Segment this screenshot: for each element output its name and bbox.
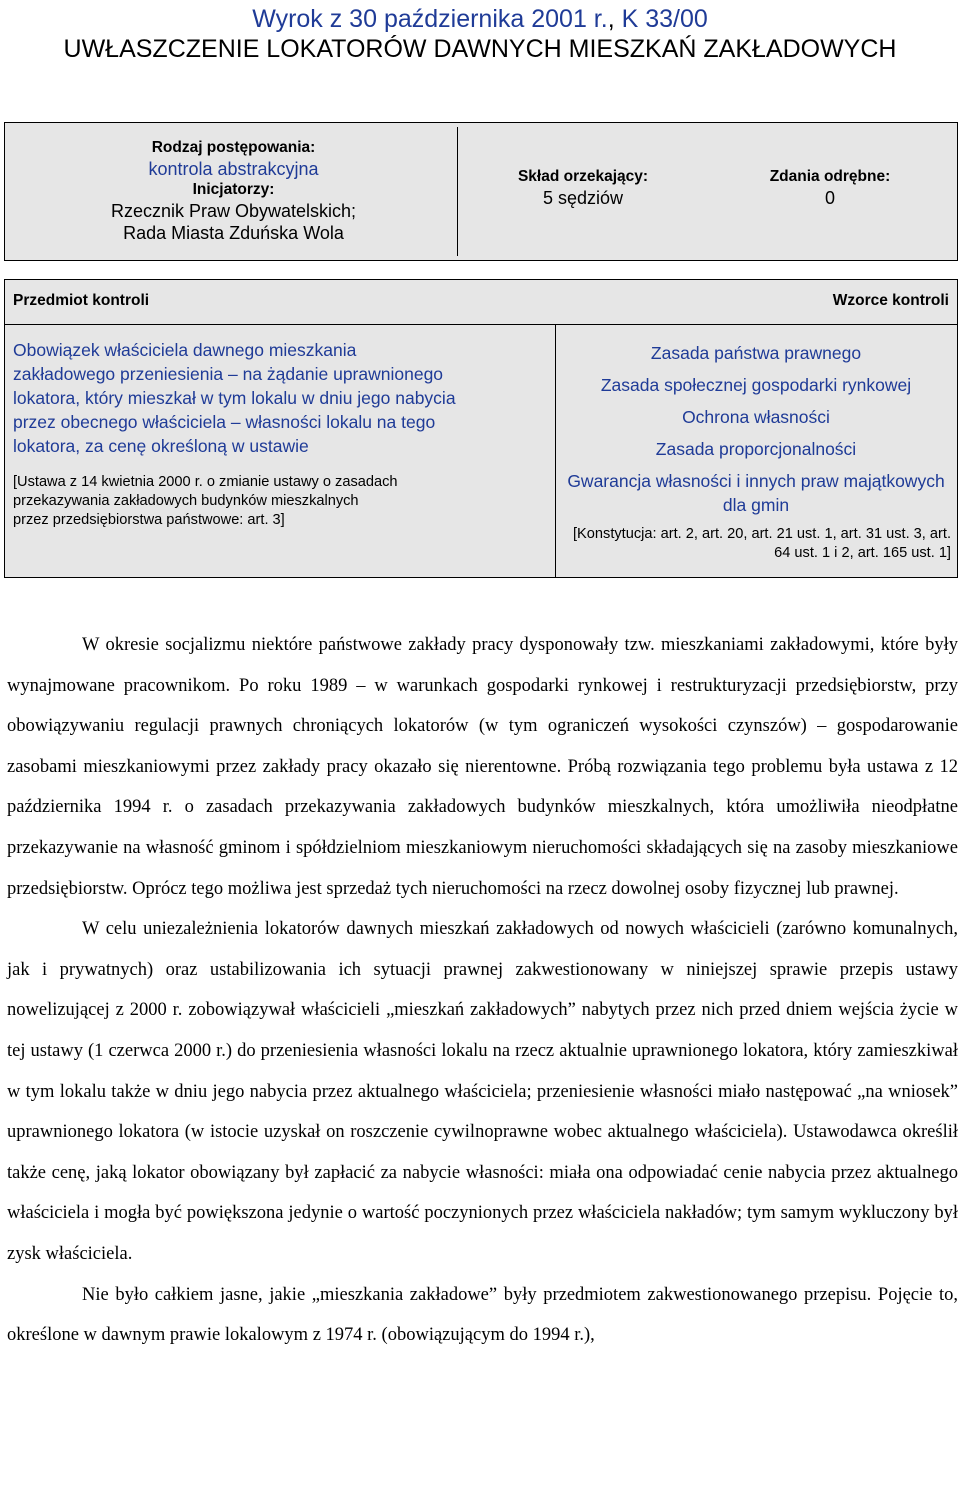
initiator-ombudsman: Rzecznik Praw Obywatelskich; bbox=[110, 201, 357, 221]
pattern-item: Ochrona własności bbox=[682, 407, 830, 427]
bench-value: 5 sędziów bbox=[542, 188, 624, 208]
reference-line: przekazywania zakładowych budynków mieszkalnych bbox=[13, 493, 359, 509]
bench-info bbox=[463, 167, 703, 209]
reference-line: przez przedsiębiorstwa państwowe: art. 3] bbox=[13, 512, 285, 528]
dissent-label: Zdania odrębne: bbox=[769, 168, 891, 185]
body-paragraph: W celu uniezależnienia lokatorów dawnych mieszkań zakładowych od nowych właścicieli (zarówno komunalnych, jak i prywatnych) oraz ustabilizowania ich sytuacji prawnej zakwestionowany w niniejszej sprawie przepis ustawy nowelizującej z 2000 r. zobowiązywał właścicieli „mieszkań zakładowych” nabytych przez nich przed dniem wejścia życie w tej ustawy (1 czerwca 2000 r.) do przeniesienia własności lokalu na rzecz aktualnie uprawnionego lokatora, który zamieszkiwał w tym lokalu także w dniu jego nabycia przez aktualnego właściciela; przeniesienie własności miało następować „na wniosek” uprawnionego lokatora (w istocie uzyskał on roszczenie cywilnoprawne wobec aktualnego właściciela). Ustawodawca określił także cenę, jaką lokator obowiązany był zapłacić za nabycie własności: miała ona odpowiadać cenie nabycia przez aktualnego właściciela i mogła być powiększona jedynie o wartość poczynionych przez właściciela nakładów; tym samym wykluczony był zysk właściciela. bbox=[7, 919, 958, 1264]
reference-line: [Ustawa z 14 kwietnia 2000 r. o zmianie ustawy o zasadach bbox=[13, 474, 398, 490]
document-date-line bbox=[0, 4, 960, 34]
subject-of-control-label: Przedmiot kontroli bbox=[13, 292, 150, 309]
body-paragraph: Nie było całkiem jasne, jakie „mieszkania zakładowe” były przedmiotem zakwestionowanego przepisu. Pojęcie to, określone w dawnym prawie lokalowym z 1974 r. (obowiązującym do 1994 r.), bbox=[7, 1284, 958, 1346]
subject-of-control-text bbox=[13, 338, 548, 458]
subject-line: lokatora, który mieszkał w tym lokalu w dniu jego nabycia bbox=[13, 388, 456, 408]
date-separator: , bbox=[607, 5, 622, 33]
control-patterns-label: Wzorce kontroli bbox=[832, 292, 949, 309]
document-title: UWŁASZCZENIE LOKATORÓW DAWNYCH MIESZKAŃ ZAKŁADOWYCH bbox=[63, 35, 897, 63]
dissent-info bbox=[705, 167, 955, 209]
pattern-item: Gwarancja własności i innych praw majątkowych dla gmin bbox=[567, 471, 945, 515]
subject-line: lokatora, za cenę określoną w ustawie bbox=[13, 436, 309, 456]
dissent-value: 0 bbox=[824, 188, 835, 208]
pattern-item: Zasada państwa prawnego bbox=[650, 343, 862, 363]
control-header-row bbox=[5, 280, 957, 325]
initiators-label: Inicjatorzy: bbox=[192, 181, 275, 198]
control-box bbox=[4, 279, 958, 578]
subject-line: Obowiązek właściciela dawnego mieszkania bbox=[13, 340, 357, 360]
case-metadata-box bbox=[4, 122, 958, 261]
judgment-date: Wyrok z 30 października 2001 r. bbox=[252, 5, 608, 33]
patterns-legal-reference: [Konstytucja: art. 2, art. 20, art. 21 ust. 1, art. 31 ust. 3, art. 64 ust. 1 i 2, art. 165 ust. 1] bbox=[573, 526, 951, 561]
proceeding-info bbox=[10, 127, 458, 256]
control-patterns-list bbox=[561, 337, 951, 517]
bench-label: Skład orzekający: bbox=[517, 168, 649, 185]
initiator-city-council: Rada Miasta Zduńska Wola bbox=[123, 223, 344, 243]
subject-line: przez obecnego właściciela – własności lokalu na tego bbox=[13, 412, 436, 432]
body-paragraph: W okresie socjalizmu niektóre państwowe zakłady pracy dysponowały tzw. mieszkaniami zakładowymi, które były wynajmowane pracownikom. Po roku 1989 – w warunkach gospodarki rynkowej i restrukturyzacji przedsiębiorstw, przy obowiązywaniu regulacji prawnych chroniących lokatorów (w tym ograniczeń wysokości czynszów) – gospodarowanie zasobami mieszkaniowymi przez zakłady pracy okazało się nierentowne. Próbą rozwiązania tego problemu była ustawa z 12 października 1994 r. o zasadach przekazywania zakładowych budynków mieszkalnych, która umożliwiła nieodpłatne przekazywanie na własność gminom i spółdzielniom mieszkaniowym nieruchomości składających się na zasoby mieszkaniowe przedsiębiorstw. Oprócz tego możliwa jest sprzedaż tych nieruchomości na rzecz dowolnej osoby fizycznej lub prawnej. bbox=[7, 635, 958, 899]
case-number: K 33/00 bbox=[621, 5, 708, 33]
pattern-item: Zasada społecznej gospodarki rynkowej bbox=[600, 375, 912, 395]
subject-legal-reference bbox=[13, 473, 548, 530]
subject-line: zakładowego przeniesienia – na żądanie uprawnionego bbox=[13, 364, 444, 384]
column-divider bbox=[555, 324, 556, 577]
pattern-item: Zasada proporcjonalności bbox=[655, 439, 857, 459]
judgment-body bbox=[7, 625, 958, 1356]
proceeding-type-value: kontrola abstrakcyjna bbox=[148, 159, 319, 179]
proceeding-type-label: Rodzaj postępowania: bbox=[151, 139, 316, 156]
